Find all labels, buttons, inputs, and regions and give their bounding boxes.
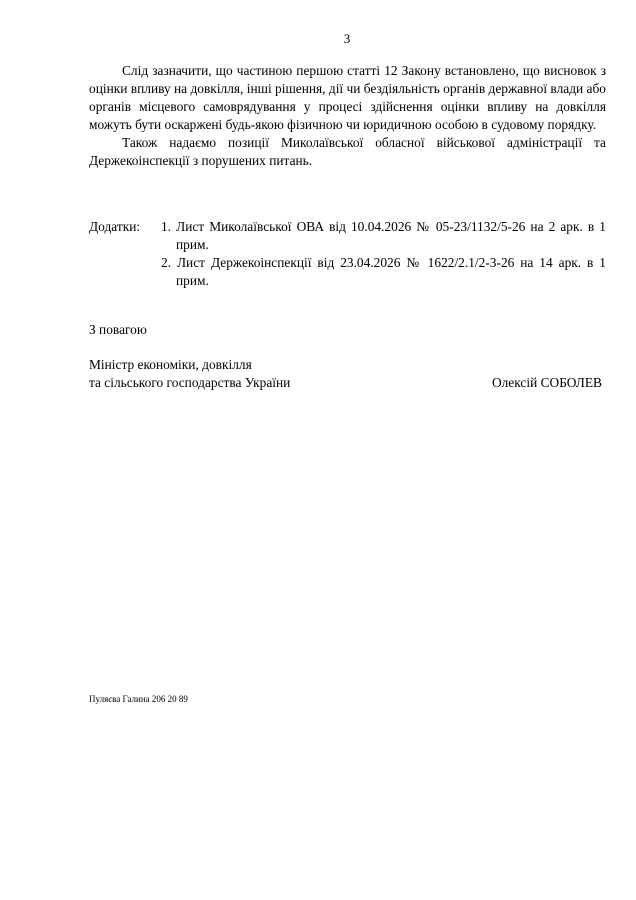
signer-position-line-2: та сільського господарства України xyxy=(89,375,291,391)
signature-block xyxy=(89,356,602,392)
page-number: 3 xyxy=(343,31,351,46)
attachment-item: 2. Лист Держекоінспекції від 23.04.2026 № 1622/2.1/2-3-26 на 14 арк. в 1 прим. xyxy=(161,255,606,289)
attachments-list xyxy=(161,218,606,290)
attachments-section xyxy=(89,218,606,290)
closing-phrase: З повагою xyxy=(89,322,147,337)
signer-name: Олексій СОБОЛЕВ xyxy=(491,375,602,391)
signer-position-line-1: Міністр економіки, довкілля xyxy=(89,357,252,372)
body-paragraph: Також надаємо позиції Миколаївської обласної військової адміністрації та Держекоінспекції з порушених питань. xyxy=(89,135,606,169)
executor-contact: Пуляєва Галина 206 20 89 xyxy=(89,694,188,704)
body-paragraph: Слід зазначити, що частиною першою статті 12 Закону встановлено, що висновок з оцінки впливу на довкілля, інші рішення, дії чи бездіяльність органів державної влади або органів місцевого самоврядування у процесі здійснення оцінки впливу на довкілля можуть бути оскаржені будь-якою фізичною чи юридичною особою в судовому порядку. xyxy=(89,63,606,133)
letter-body xyxy=(89,62,606,171)
attachments-label: Додатки: xyxy=(89,219,141,234)
attachment-item: 1. Лист Миколаївської ОВА від 10.04.2026 № 05-23/1132/5-26 на 2 арк. в 1 прим. xyxy=(161,219,606,253)
